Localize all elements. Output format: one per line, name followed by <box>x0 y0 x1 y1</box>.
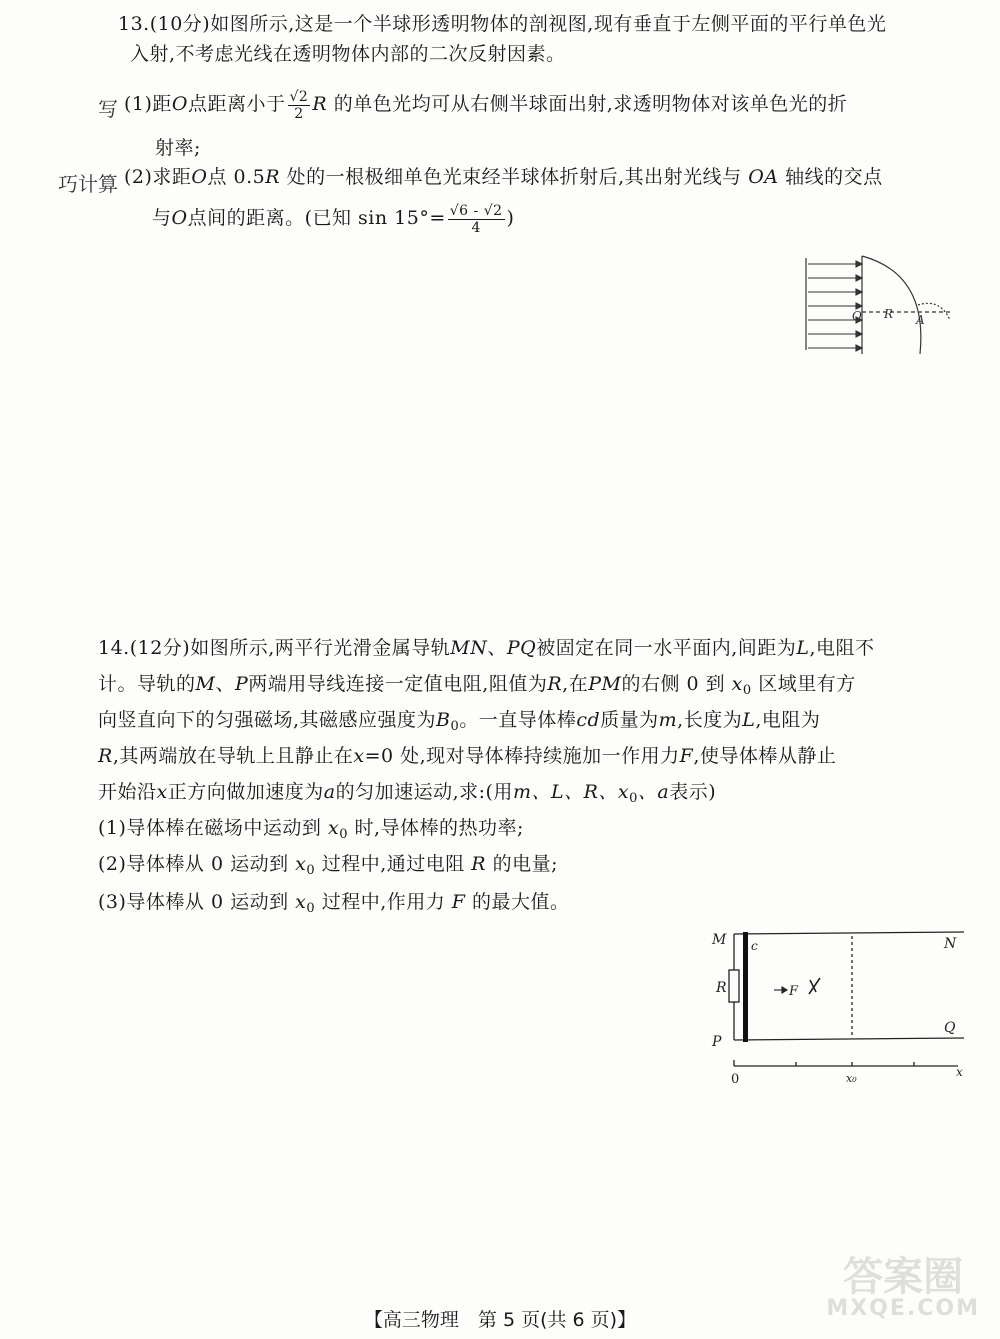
q13-part1: (1)距O点距离小于 $\frac{√2}{2}$ R 的单色光均可从右侧半球面出射,求透明物体对该单色光的折 <box>124 88 848 122</box>
q13-intro-2: 入射,不考虑光线在透明物体内部的二次反射因素。 <box>130 43 566 65</box>
q14-line-4: R,其两端放在导轨上且静止在x=0 处,现对导体棒持续施加一作用力F,使导体棒从静止 <box>98 745 837 767</box>
q14-score: (12分) <box>129 637 191 659</box>
handwriting-note-2: 巧计算 <box>58 172 118 196</box>
label-M: M <box>712 932 727 948</box>
q14-line-2: 计。导轨的M、P两端用导线连接一定值电阻,阻值为R,在PM的右侧 0 到 $x_0$ 区域里有方 <box>98 673 856 698</box>
q14-part2: (2)导体棒从 0 运动到 $x_0$ 过程中,通过电阻 R 的电量; <box>98 853 559 878</box>
q13-score: (10分) <box>149 13 211 35</box>
label-F: F <box>789 984 799 999</box>
rail-mn <box>734 932 964 934</box>
label-P: P <box>712 1034 722 1050</box>
label-x0: x₀ <box>846 1072 857 1085</box>
label-c: c <box>751 939 758 953</box>
resistor <box>729 970 739 1002</box>
label-R: R <box>716 980 727 996</box>
rail-pq <box>734 1038 964 1040</box>
conductor-rod-cd <box>743 932 748 1042</box>
q13-part2: (2)求距O点 0.5R 处的一根极细单色光束经半球体折射后,其出射光线与 OA 轴线的交点 <box>124 166 883 188</box>
field-mark <box>809 978 820 994</box>
q14-number: 14. <box>98 637 130 659</box>
page-footer: 【高三物理 第 5 页(共 6 页)】 <box>363 1309 637 1331</box>
q13-intro-1: 如图所示,这是一个半球形透明物体的剖视图,现有垂直于左侧平面的平行单色光 <box>210 13 887 35</box>
handwriting-note-1: 写 <box>98 97 118 121</box>
sin15-fraction: $\frac{√6 - √2}{4}$ <box>449 202 503 236</box>
q13-line-1 <box>118 10 886 38</box>
q13-fig-label-O: O <box>852 309 862 323</box>
q14-rails-figure <box>706 920 976 1090</box>
q13-fig-label-A: A <box>916 313 925 327</box>
q13-part1-line2: 射率; <box>155 137 201 159</box>
q13-number: 13. <box>118 13 150 35</box>
sqrt2-over-2: $\frac{√2}{2}$ <box>289 88 309 122</box>
label-Q: Q <box>944 1020 956 1036</box>
q13-fig-label-R: R <box>884 307 894 321</box>
q14-line-5: 开始沿x正方向做加速度为a的匀加速运动,求:(用m、L、R、$x_0$、a表示) <box>98 781 717 806</box>
watermark-logo: 答案圈 MXQE.COM <box>826 1254 980 1321</box>
q14-part1: (1)导体棒在磁场中运动到 $x_0$ 时,导体棒的热功率; <box>98 817 524 842</box>
q14-part3: (3)导体棒从 0 运动到 $x_0$ 过程中,作用力 F 的最大值。 <box>98 891 570 916</box>
label-N: N <box>944 936 957 952</box>
q13-hemisphere-figure <box>800 250 960 360</box>
q13-line-2 <box>130 40 566 68</box>
label-zero: 0 <box>731 1072 740 1087</box>
q14-line-3: 向竖直向下的匀强磁场,其磁感应强度为$B_0$。一直导体棒cd质量为m,长度为L,电阻为 <box>98 709 821 734</box>
label-x: x <box>956 1065 963 1079</box>
q14-line-1: 14.(12分)如图所示,两平行光滑金属导轨MN、PQ被固定在同一水平面内,间距为L,电阻不 <box>98 637 875 659</box>
q13-part2-line2: 与O点间的距离。(已知 sin 15°= $\frac{√6 - √2}{4}$ ) <box>152 202 515 236</box>
